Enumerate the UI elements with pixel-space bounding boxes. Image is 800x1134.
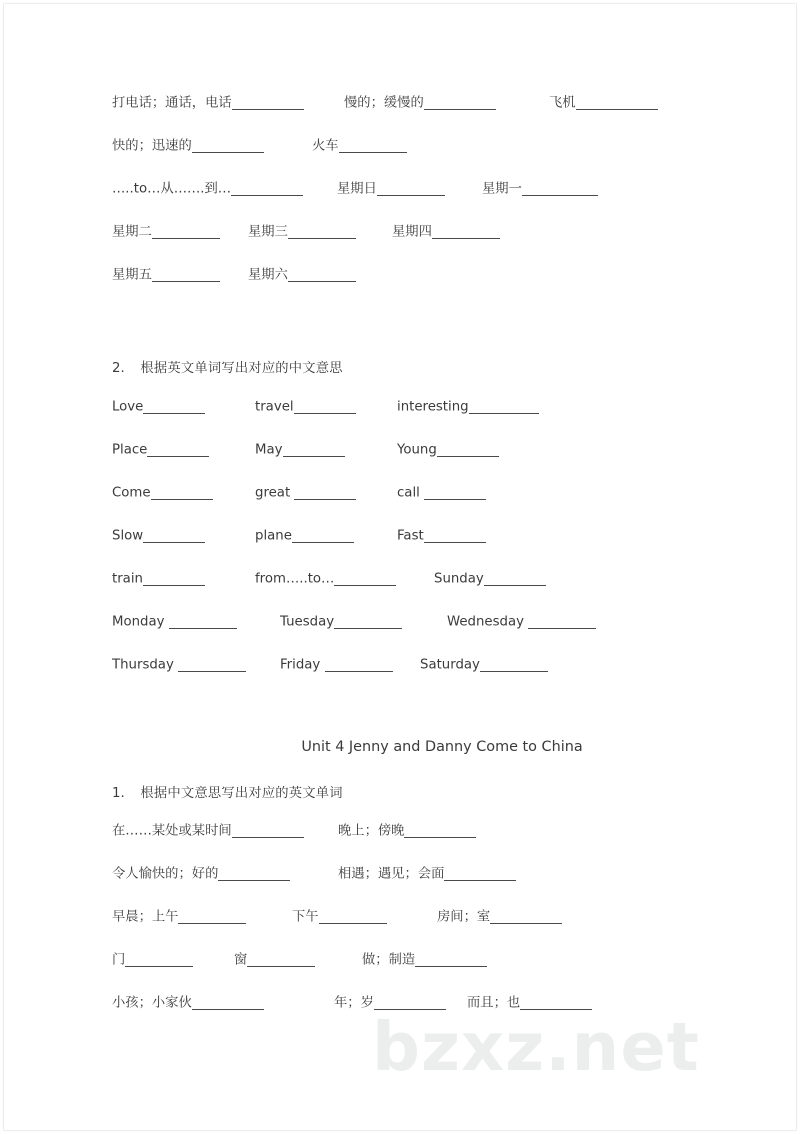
prompt-label: 星期三	[248, 224, 288, 240]
prompt-label: 早晨；上午	[112, 909, 179, 925]
worksheet-prompt	[397, 443, 499, 457]
answer-blank[interactable]	[294, 486, 356, 500]
answer-blank[interactable]	[334, 615, 402, 629]
prompt-label: Place	[112, 442, 148, 458]
answer-blank[interactable]	[152, 225, 220, 239]
answer-blank[interactable]	[424, 486, 486, 500]
worksheet-prompt	[255, 486, 356, 500]
answer-blank[interactable]	[319, 910, 387, 924]
answer-blank[interactable]	[178, 658, 246, 672]
worksheet-prompt	[112, 139, 264, 153]
unit4-section1-number: 1.	[112, 786, 125, 801]
prompt-label: 在……某处或某时间	[112, 823, 232, 839]
answer-blank[interactable]	[147, 443, 209, 457]
answer-blank[interactable]	[437, 443, 499, 457]
prompt-label: Sunday	[434, 571, 484, 587]
worksheet-prompt	[112, 996, 264, 1010]
worksheet-prompt	[397, 486, 486, 500]
answer-blank[interactable]	[294, 400, 356, 414]
prompt-label: Friday	[280, 657, 325, 673]
prompt-label: 星期二	[112, 224, 152, 240]
worksheet-prompt	[112, 225, 220, 239]
worksheet-prompt	[280, 658, 393, 672]
answer-blank[interactable]	[444, 867, 516, 881]
worksheet-prompt	[112, 96, 304, 110]
prompt-label: 年；岁	[334, 995, 374, 1011]
prompt-label: 房间；室	[437, 909, 491, 925]
worksheet-prompt	[112, 400, 205, 414]
answer-blank[interactable]	[143, 572, 205, 586]
unit4-title: Unit 4 Jenny and Danny Come to China	[301, 739, 583, 755]
worksheet-prompt	[312, 139, 407, 153]
prompt-label: Saturday	[420, 657, 480, 673]
answer-blank[interactable]	[377, 182, 445, 196]
prompt-label: 而且；也	[467, 995, 521, 1011]
answer-blank[interactable]	[576, 96, 658, 110]
worksheet-prompt	[112, 443, 209, 457]
answer-blank[interactable]	[480, 658, 548, 672]
unit3-section2-number: 2.	[112, 361, 125, 376]
prompt-label: 火车	[312, 138, 339, 154]
worksheet-prompt	[112, 615, 237, 629]
answer-blank[interactable]	[292, 529, 354, 543]
prompt-label: plane	[255, 528, 292, 544]
answer-blank[interactable]	[192, 139, 264, 153]
prompt-label: 晚上；傍晚	[338, 823, 405, 839]
answer-blank[interactable]	[143, 400, 205, 414]
worksheet-prompt	[397, 400, 539, 414]
prompt-label: great	[255, 485, 295, 501]
answer-blank[interactable]	[432, 225, 500, 239]
prompt-label: 打电话；通话，电话	[112, 95, 232, 111]
answer-blank[interactable]	[522, 182, 598, 196]
answer-blank[interactable]	[469, 400, 539, 414]
prompt-label: 小孩；小家伙	[112, 995, 192, 1011]
prompt-label: 星期一	[482, 181, 522, 197]
worksheet-prompt	[255, 529, 354, 543]
worksheet-prompt	[549, 96, 658, 110]
answer-blank[interactable]	[339, 139, 407, 153]
worksheet-prompt	[447, 615, 596, 629]
worksheet-prompt	[337, 182, 445, 196]
answer-blank[interactable]	[334, 572, 396, 586]
worksheet-prompt	[292, 910, 387, 924]
prompt-label: 令人愉快的；好的	[112, 866, 219, 882]
prompt-label: 做；制造	[362, 952, 416, 968]
unit4-section1-heading	[112, 782, 343, 801]
worksheet-prompt	[248, 225, 356, 239]
prompt-label: 相遇；遇见；会面	[338, 866, 445, 882]
worksheet-prompt	[255, 400, 356, 414]
answer-blank[interactable]	[404, 824, 476, 838]
worksheet-prompt	[112, 658, 246, 672]
prompt-label: Monday	[112, 614, 169, 630]
prompt-label: 窗	[234, 952, 248, 968]
answer-blank[interactable]	[218, 867, 290, 881]
answer-blank[interactable]	[424, 96, 496, 110]
unit3-section2-title: 根据英文单词写出对应的中文意思	[140, 361, 343, 376]
prompt-label: 星期日	[337, 181, 377, 197]
prompt-label: 星期四	[392, 224, 432, 240]
answer-blank[interactable]	[424, 529, 486, 543]
worksheet-prompt	[338, 824, 476, 838]
answer-blank[interactable]	[232, 96, 304, 110]
unit3-section2-heading	[112, 357, 343, 376]
prompt-label: 星期五	[112, 267, 152, 283]
document-page	[4, 4, 796, 1130]
worksheet-prompt	[338, 867, 516, 881]
answer-blank[interactable]	[283, 443, 345, 457]
answer-blank[interactable]	[192, 996, 264, 1010]
worksheet-prompt	[112, 572, 205, 586]
worksheet-prompt	[112, 824, 304, 838]
prompt-label: 门	[112, 952, 126, 968]
answer-blank[interactable]	[288, 225, 356, 239]
worksheet-prompt	[344, 96, 496, 110]
prompt-label: …..to…从…….到…	[112, 181, 232, 197]
answer-blank[interactable]	[178, 910, 246, 924]
answer-blank[interactable]	[247, 953, 315, 967]
worksheet-prompt	[392, 225, 500, 239]
prompt-label: travel	[255, 399, 294, 415]
worksheet-prompt	[482, 182, 598, 196]
worksheet-prompt	[112, 268, 220, 282]
prompt-label: 慢的；缓慢的	[344, 95, 424, 111]
answer-blank[interactable]	[325, 658, 393, 672]
prompt-label: call	[397, 485, 425, 501]
answer-blank[interactable]	[169, 615, 237, 629]
worksheet-prompt	[420, 658, 548, 672]
prompt-label: Wednesday	[447, 614, 529, 630]
worksheet-prompt	[112, 910, 246, 924]
prompt-label: from…..to…	[255, 571, 335, 587]
prompt-label: Come	[112, 485, 151, 501]
prompt-label: Thursday	[112, 657, 179, 673]
answer-blank[interactable]	[143, 529, 205, 543]
prompt-label: Slow	[112, 528, 144, 544]
answer-blank[interactable]	[152, 268, 220, 282]
answer-blank[interactable]	[484, 572, 546, 586]
answer-blank[interactable]	[231, 182, 303, 196]
answer-blank[interactable]	[528, 615, 596, 629]
worksheet-prompt	[234, 953, 315, 967]
prompt-label: Fast	[397, 528, 424, 544]
worksheet-prompt	[255, 572, 396, 586]
unit4-section1-title: 根据中文意思写出对应的英文单词	[140, 786, 343, 801]
prompt-label: train	[112, 571, 143, 587]
worksheet-prompt	[112, 529, 205, 543]
worksheet-prompt	[112, 182, 303, 196]
prompt-label: May	[255, 442, 283, 458]
worksheet-prompt	[248, 268, 356, 282]
prompt-label: Tuesday	[280, 614, 335, 630]
worksheet-prompt	[434, 572, 546, 586]
worksheet-prompt	[255, 443, 345, 457]
answer-blank[interactable]	[232, 824, 304, 838]
worksheet-prompt	[362, 953, 487, 967]
worksheet-prompt	[397, 529, 486, 543]
prompt-label: 飞机	[549, 95, 576, 111]
site-watermark: bzxz.net	[372, 1008, 700, 1086]
answer-blank[interactable]	[125, 953, 193, 967]
worksheet-prompt	[437, 910, 562, 924]
answer-blank[interactable]	[415, 953, 487, 967]
worksheet-prompt	[112, 486, 213, 500]
worksheet-prompt	[112, 867, 290, 881]
prompt-label: 下午	[292, 909, 319, 925]
answer-blank[interactable]	[151, 486, 213, 500]
answer-blank[interactable]	[490, 910, 562, 924]
worksheet-prompt	[280, 615, 402, 629]
prompt-label: 快的；迅速的	[112, 138, 192, 154]
answer-blank[interactable]	[288, 268, 356, 282]
prompt-label: 星期六	[248, 267, 288, 283]
prompt-label: Young	[397, 442, 437, 458]
prompt-label: Love	[112, 399, 144, 415]
worksheet-prompt	[112, 953, 193, 967]
prompt-label: interesting	[397, 399, 469, 415]
